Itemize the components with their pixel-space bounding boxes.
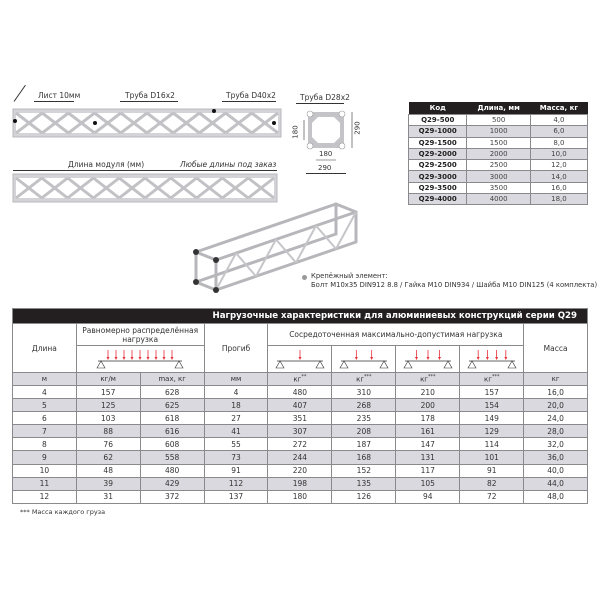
dim-inner-vertical: 180: [291, 125, 300, 139]
unit-deflection: мм: [204, 373, 268, 386]
point-1-cell: 351: [268, 412, 332, 425]
mass-cell: 24,0: [524, 412, 588, 425]
unit-point-4: кг***: [460, 373, 524, 386]
point-4-cell: 82: [460, 477, 524, 490]
point-4-cell: 114: [460, 438, 524, 451]
uniform-max-cell: 628: [140, 386, 204, 399]
code-cell: Q29-2000: [409, 148, 467, 159]
label-module-length: Длина модуля (мм): [68, 160, 145, 169]
codes-header-code: Код: [409, 102, 467, 115]
point-3-cell: 147: [396, 438, 460, 451]
label-custom-length: Любые длины под заказ: [180, 160, 277, 169]
arrow-head: [355, 357, 358, 360]
point-load-3-diagram: [396, 346, 460, 373]
length-cell: 10: [13, 464, 77, 477]
label-sheet: Лист 10мм: [38, 91, 81, 100]
point-3-cell: 161: [396, 425, 460, 438]
codes-table-row: [409, 148, 588, 159]
arrow-head: [495, 357, 498, 360]
length-cell: 4: [13, 386, 77, 399]
arrow-head: [163, 357, 166, 360]
point-1-cell: 244: [268, 451, 332, 464]
point-load-4-diagram: [460, 346, 524, 373]
mass-cell: 8,0: [530, 137, 587, 148]
mass-cell: 44,0: [524, 477, 588, 490]
uniform-per-m-cell: 125: [76, 399, 140, 412]
point-3-cell: 131: [396, 451, 460, 464]
leader-line: [120, 101, 178, 102]
mass-cell: 16,0: [524, 386, 588, 399]
point-load-2-diagram: [332, 346, 396, 373]
point-2-cell: 235: [332, 412, 396, 425]
uniform-max-cell: 625: [140, 399, 204, 412]
uniform-max-cell: 616: [140, 425, 204, 438]
mass-cell: 10,0: [530, 148, 587, 159]
callout-dot: [212, 109, 216, 113]
dim-outer-vertical: 290: [353, 121, 362, 135]
uniform-per-m-cell: 39: [76, 477, 140, 490]
label-tube-small: Труба D16x2: [125, 91, 175, 100]
point-3-cell: 210: [396, 386, 460, 399]
load-table-row: [13, 412, 588, 425]
point-load-1-diagram: [268, 346, 332, 373]
point-1-cell: 180: [268, 490, 332, 503]
point-1-cell: 407: [268, 399, 332, 412]
code-cell: Q29-1500: [409, 137, 467, 148]
deflection-cell: 91: [204, 464, 268, 477]
load-table-row: [13, 464, 588, 477]
callout-dot: [93, 121, 97, 125]
uniform-per-m-cell: 76: [76, 438, 140, 451]
uniform-max-cell: 558: [140, 451, 204, 464]
arrow-head: [476, 357, 479, 360]
point-3-cell: 200: [396, 399, 460, 412]
support-icon: [444, 361, 452, 368]
point-2-cell: 168: [332, 451, 396, 464]
uniform-per-m-cell: 157: [76, 386, 140, 399]
arrow-head: [504, 357, 507, 360]
callout-dot: [272, 121, 276, 125]
mass-cell: 6,0: [530, 126, 587, 137]
point-4-cell: 101: [460, 451, 524, 464]
fastener-spec: Болт М10x35 DIN912 8.8 / Гайка М10 DIN934 / Шайба М10 DIN125 (4 комплекта): [311, 281, 598, 289]
mass-cell: 20,0: [524, 399, 588, 412]
uniform-load-diagram: [76, 346, 204, 373]
unit-point-2: кг***: [332, 373, 396, 386]
length-cell: 7: [13, 425, 77, 438]
load-table-row: [13, 451, 588, 464]
code-cell: Q29-3500: [409, 182, 467, 193]
point-1-cell: 480: [268, 386, 332, 399]
deflection-cell: 27: [204, 412, 268, 425]
dimension-line: [306, 173, 346, 174]
mass-cell: 32,0: [524, 438, 588, 451]
leader-line: [222, 101, 276, 102]
deflection-cell: 137: [204, 490, 268, 503]
code-cell: Q29-500: [409, 115, 467, 126]
length-cell: 5: [13, 399, 77, 412]
header-deflection: Прогиб: [204, 324, 268, 373]
lattice-brace: [316, 226, 336, 249]
support-icon: [380, 361, 388, 368]
truss-side-view: [12, 108, 282, 138]
unit-uniform-per-m: кг/м: [76, 373, 140, 386]
point-2-cell: 310: [332, 386, 396, 399]
codes-header-length: Длина, мм: [467, 102, 530, 115]
load-table-row: [13, 490, 588, 503]
code-cell: Q29-4000: [409, 194, 467, 205]
codes-table-row: [409, 126, 588, 137]
label-tube-main: Труба D40x2: [226, 91, 276, 100]
point-3-cell: 105: [396, 477, 460, 490]
uniform-max-cell: 480: [140, 464, 204, 477]
length-cell: 4000: [467, 194, 530, 205]
arrow-head: [139, 357, 142, 360]
point-3-cell: 117: [396, 464, 460, 477]
uniform-per-m-cell: 62: [76, 451, 140, 464]
point-4-cell: 129: [460, 425, 524, 438]
deflection-cell: 112: [204, 477, 268, 490]
arrow-head: [131, 357, 134, 360]
point-3-cell: 178: [396, 412, 460, 425]
support-icon: [468, 361, 476, 368]
length-cell: 1000: [467, 126, 530, 137]
codes-table-row: [409, 182, 588, 193]
mass-cell: 14,0: [530, 171, 587, 182]
point-1-cell: 272: [268, 438, 332, 451]
point-2-cell: 135: [332, 477, 396, 490]
deflection-cell: 55: [204, 438, 268, 451]
point-4-cell: 72: [460, 490, 524, 503]
deflection-cell: 18: [204, 399, 268, 412]
unit-point-3: кг***: [396, 373, 460, 386]
bullet-dot: [302, 275, 307, 280]
arrow-head: [115, 357, 118, 360]
uniform-max-cell: 608: [140, 438, 204, 451]
length-dimension-line: [13, 170, 277, 171]
uniform-max-cell: 618: [140, 412, 204, 425]
load-table-row: [13, 386, 588, 399]
length-cell: 3000: [467, 171, 530, 182]
unit-point-1: кг**: [268, 373, 332, 386]
length-cell: 6: [13, 412, 77, 425]
load-table-row: [13, 438, 588, 451]
mass-cell: 36,0: [524, 451, 588, 464]
mass-cell: 16,0: [530, 182, 587, 193]
code-cell: Q29-1000: [409, 126, 467, 137]
arrow-head: [426, 357, 429, 360]
code-cell: Q29-3000: [409, 171, 467, 182]
truss-side-view-length: [12, 173, 278, 203]
point-2-cell: 208: [332, 425, 396, 438]
length-cell: 9: [13, 451, 77, 464]
length-cell: 8: [13, 438, 77, 451]
dim-outer-horizontal: 290: [318, 164, 332, 172]
cross-section: [300, 108, 360, 168]
arrow-head: [298, 357, 301, 360]
codes-header-mass: Масса, кг: [530, 102, 587, 115]
codes-table-row: [409, 194, 588, 205]
uniform-max-cell: 429: [140, 477, 204, 490]
load-table-row: [13, 477, 588, 490]
unit-mass: кг: [524, 373, 588, 386]
support-icon: [508, 361, 516, 368]
length-cell: 2000: [467, 148, 530, 159]
arrow-head: [415, 357, 418, 360]
length-cell: 500: [467, 115, 530, 126]
load-table: [12, 308, 588, 504]
arrow-head: [438, 357, 441, 360]
length-cell: 12: [13, 490, 77, 503]
length-cell: 11: [13, 477, 77, 490]
mass-cell: 4,0: [530, 115, 587, 126]
point-4-cell: 157: [460, 386, 524, 399]
length-cell: 2500: [467, 160, 530, 171]
label-tube-section: Труба D28x2: [300, 93, 350, 102]
uniform-max-cell: 372: [140, 490, 204, 503]
codes-table-row: [409, 115, 588, 126]
mass-cell: 28,0: [524, 425, 588, 438]
codes-table-row: [409, 137, 588, 148]
arrow-head: [123, 357, 126, 360]
point-4-cell: 154: [460, 399, 524, 412]
arrow-head: [370, 357, 373, 360]
header-uniform-load: Равномерно распределённая нагрузка: [76, 324, 204, 346]
point-4-cell: 149: [460, 412, 524, 425]
uniform-per-m-cell: 31: [76, 490, 140, 503]
point-2-cell: 126: [332, 490, 396, 503]
length-cell: 1500: [467, 137, 530, 148]
mass-cell: 18,0: [530, 194, 587, 205]
length-cell: 3500: [467, 182, 530, 193]
deflection-cell: 4: [204, 386, 268, 399]
load-table-row: [13, 425, 588, 438]
lattice-brace: [276, 239, 296, 262]
codes-table: [408, 102, 588, 205]
point-2-cell: 268: [332, 399, 396, 412]
lattice-brace: [236, 253, 256, 276]
unit-uniform-max: max, кг: [140, 373, 204, 386]
arrow-head: [107, 357, 110, 360]
point-4-cell: 91: [460, 464, 524, 477]
code-cell: Q29-2500: [409, 160, 467, 171]
support-icon: [175, 361, 183, 368]
uniform-per-m-cell: 88: [76, 425, 140, 438]
footnote: *** Масса каждого груза: [20, 508, 106, 516]
header-mass: Масса: [524, 324, 588, 373]
uniform-per-m-cell: 103: [76, 412, 140, 425]
support-icon: [404, 361, 412, 368]
arrow-head: [147, 357, 150, 360]
leader-line: [34, 101, 74, 102]
callout-dot: [13, 119, 17, 123]
support-icon: [97, 361, 105, 368]
point-3-cell: 94: [396, 490, 460, 503]
arrow-head: [171, 357, 174, 360]
unit-length: м: [13, 373, 77, 386]
fastener-title: Крепёжный элемент:: [311, 272, 388, 280]
point-1-cell: 307: [268, 425, 332, 438]
mass-cell: 12,0: [530, 160, 587, 171]
callout-sheet-line: [14, 85, 26, 102]
arrow-head: [486, 357, 489, 360]
dim-inner-horizontal: 180: [319, 150, 333, 158]
header-point-load: Сосредоточенная максимально-допустимая нагрузка: [268, 324, 524, 346]
support-icon: [276, 361, 284, 368]
deflection-cell: 73: [204, 451, 268, 464]
codes-table-row: [409, 171, 588, 182]
header-length: Длина: [13, 324, 77, 373]
support-icon: [340, 361, 348, 368]
point-1-cell: 220: [268, 464, 332, 477]
point-2-cell: 187: [332, 438, 396, 451]
load-table-row: [13, 399, 588, 412]
arrow-head: [155, 357, 158, 360]
point-2-cell: 152: [332, 464, 396, 477]
deflection-cell: 41: [204, 425, 268, 438]
codes-table-row: [409, 160, 588, 171]
support-icon: [316, 361, 324, 368]
mass-cell: 40,0: [524, 464, 588, 477]
leader-line: [296, 103, 344, 104]
uniform-per-m-cell: 48: [76, 464, 140, 477]
mass-cell: 48,0: [524, 490, 588, 503]
point-1-cell: 198: [268, 477, 332, 490]
load-table-title: Нагрузочные характеристики для алюминиевых конструкций серии Q29: [13, 309, 588, 324]
